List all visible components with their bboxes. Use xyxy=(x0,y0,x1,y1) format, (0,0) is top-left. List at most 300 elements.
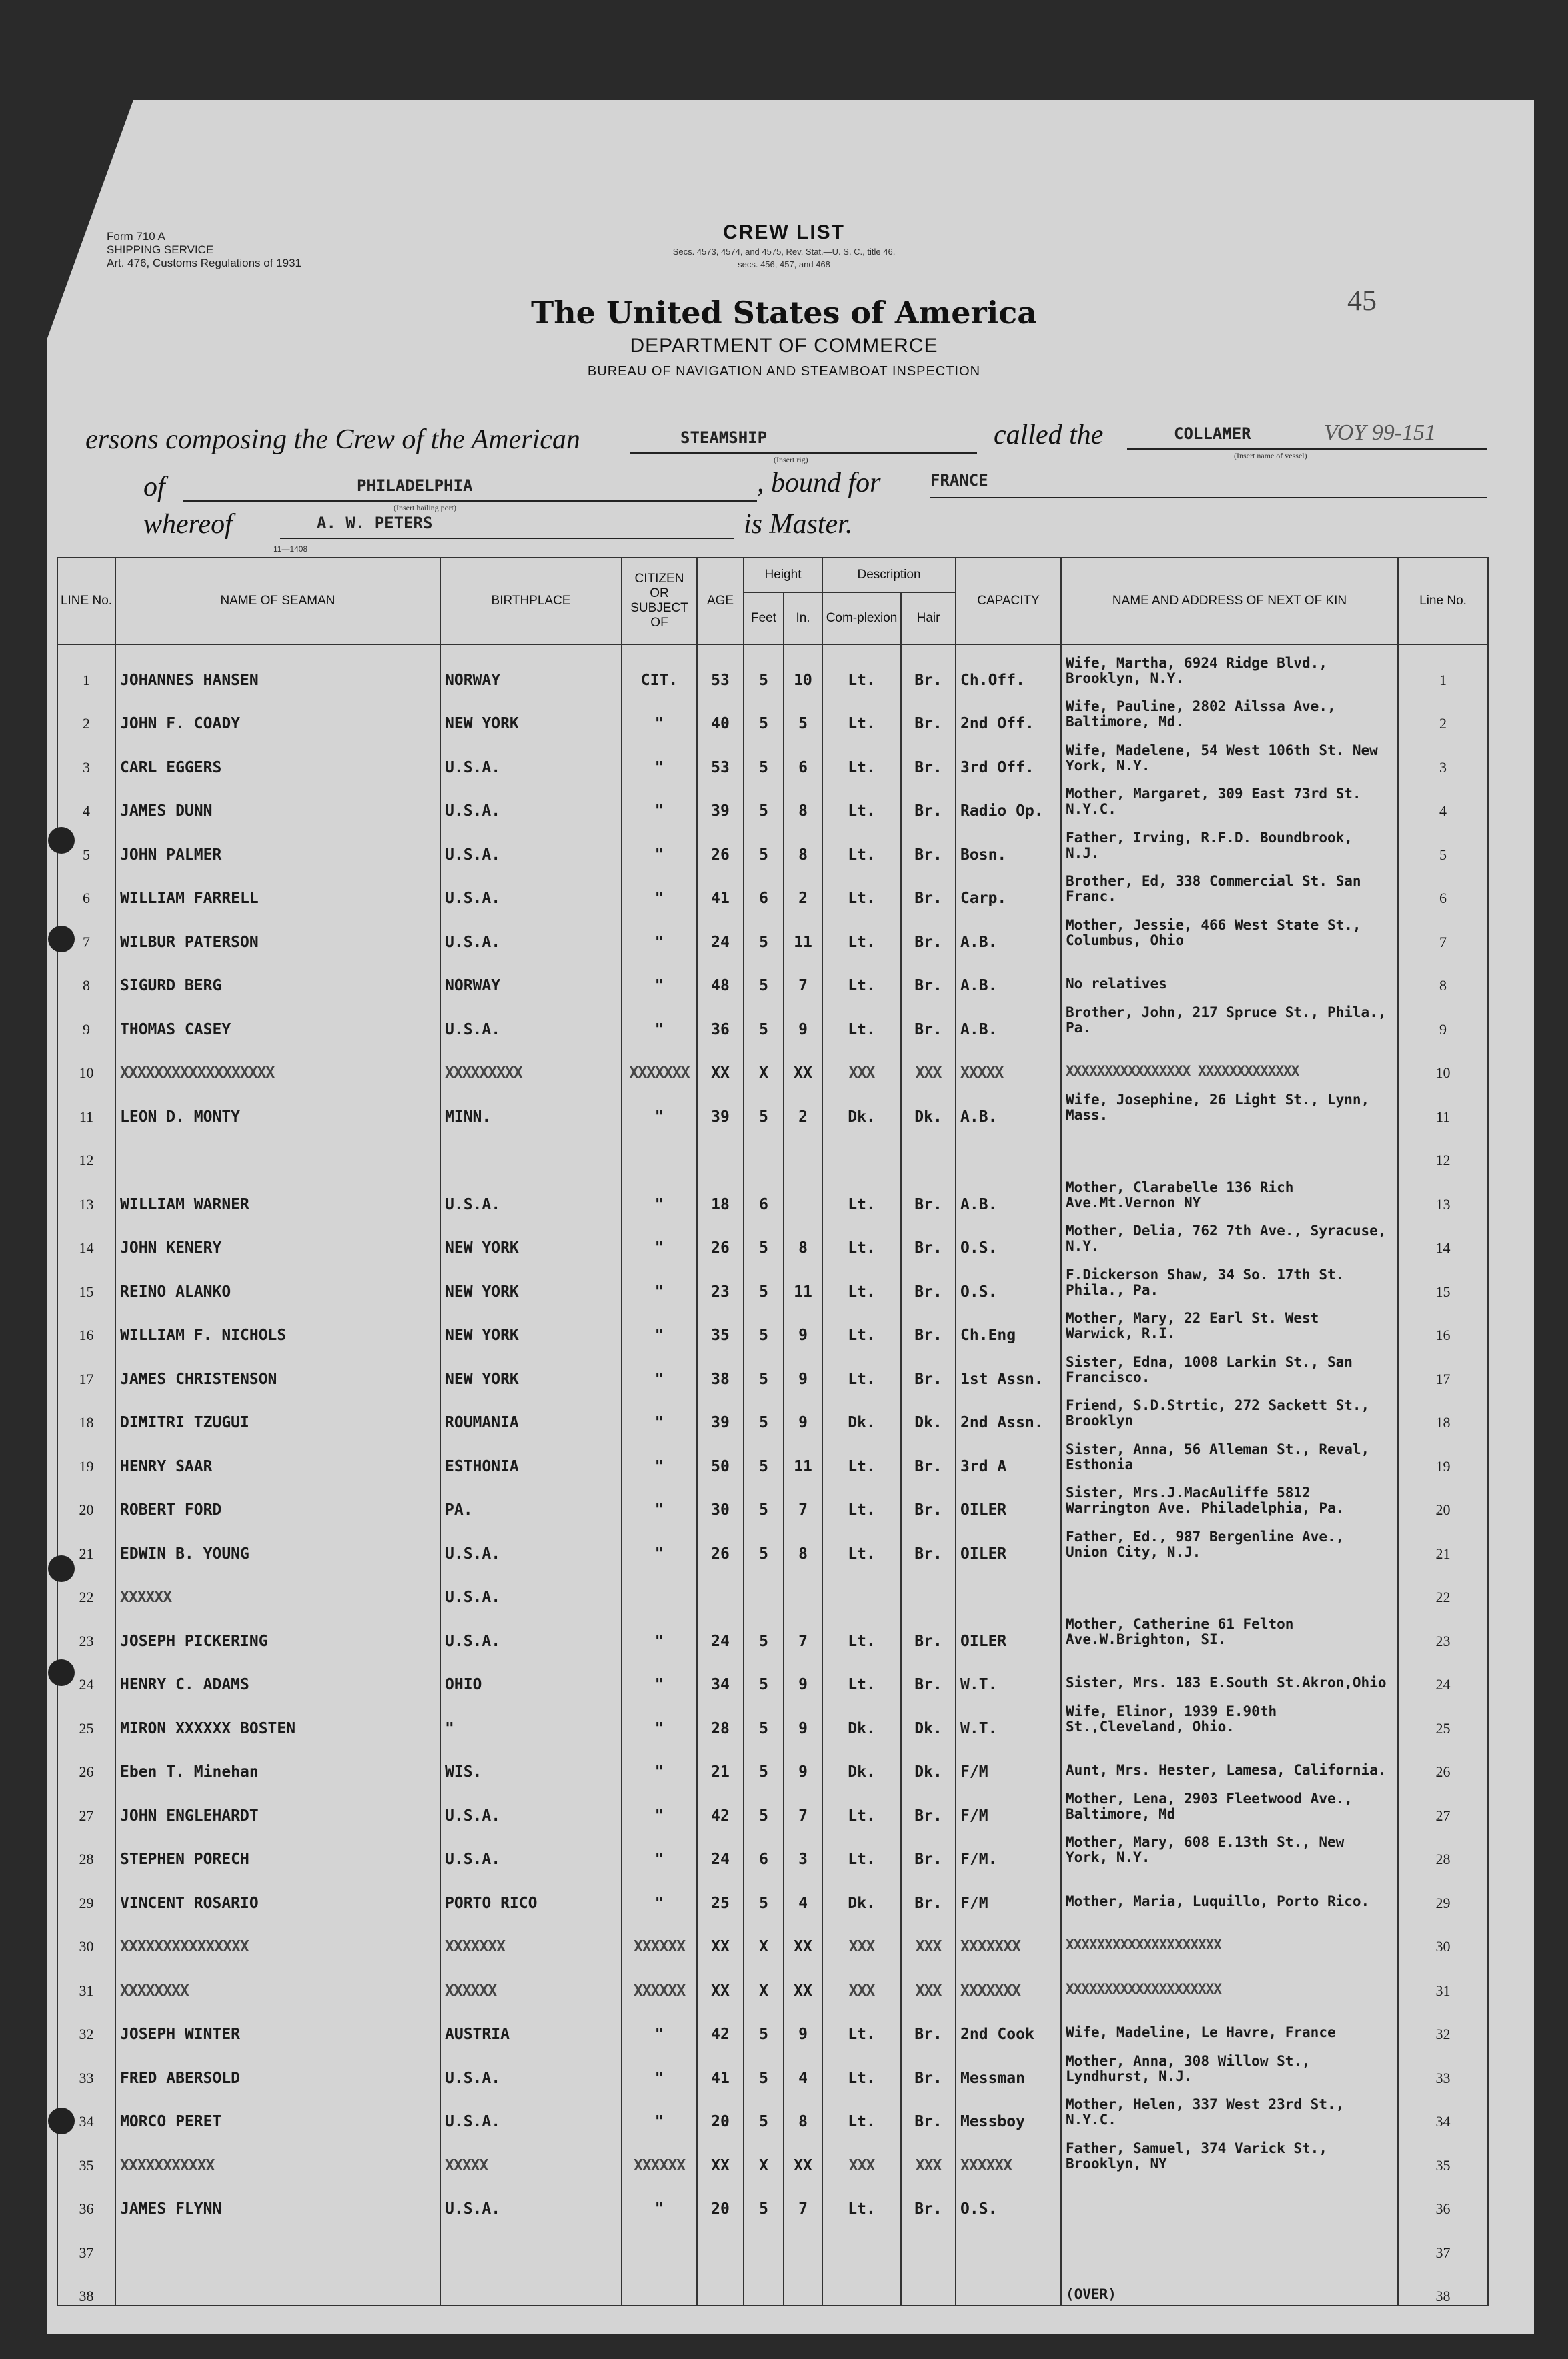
table-row xyxy=(57,2130,1488,2174)
line-number: 15 xyxy=(57,1257,115,1301)
complexion: Lt. xyxy=(822,1650,901,1694)
table-row xyxy=(57,2087,1488,2131)
next-of-kin: Sister, Anna, 56 Alleman St., Reval, Esthonia xyxy=(1061,1431,1398,1475)
rig-value: STEAMSHIP xyxy=(680,428,768,447)
citizenship: XXXXXX xyxy=(622,1912,697,1956)
next-of-kin: Mother, Maria, Luquillo, Porto Rico. xyxy=(1061,1868,1398,1912)
description-header: Description xyxy=(822,558,956,592)
next-of-kin: Wife, Martha, 6924 Ridge Blvd., Brooklyn, N.Y. xyxy=(1061,644,1398,689)
age: XX xyxy=(697,1912,744,1956)
complexion: Lt. xyxy=(822,1475,901,1519)
age: XX xyxy=(697,2130,744,2174)
hair: Br. xyxy=(901,1868,956,1912)
table-row xyxy=(57,776,1488,820)
height-feet: 6 xyxy=(744,1825,784,1869)
complexion: XXX xyxy=(822,1038,901,1082)
height-inches: XX xyxy=(784,1955,822,2000)
height-feet: X xyxy=(744,1912,784,1956)
table-row xyxy=(57,1169,1488,1213)
hair: Br. xyxy=(901,1781,956,1825)
age: 24 xyxy=(697,1606,744,1650)
line-number: 21 xyxy=(57,1519,115,1563)
complexion: Lt. xyxy=(822,689,901,733)
age: 39 xyxy=(697,1082,744,1126)
citizenship: " xyxy=(622,1301,697,1345)
birthplace: NORWAY xyxy=(440,951,622,995)
seaman-name: JOHN PALMER xyxy=(115,820,440,864)
citizenship xyxy=(622,2262,697,2306)
hair: Br. xyxy=(901,907,956,951)
citizenship: " xyxy=(622,1519,697,1563)
birthplace: ROUMANIA xyxy=(440,1388,622,1432)
complexion xyxy=(822,2218,901,2262)
age: 36 xyxy=(697,994,744,1038)
line-number: 11 xyxy=(57,1082,115,1126)
table-row xyxy=(57,2174,1488,2218)
height-inches: 8 xyxy=(784,1519,822,1563)
complexion: Dk. xyxy=(822,1388,901,1432)
line-number: 14 xyxy=(57,1213,115,1257)
table-row xyxy=(57,820,1488,864)
hair: Br. xyxy=(901,2043,956,2087)
height-inches: 10 xyxy=(784,644,822,689)
birthplace: U.S.A. xyxy=(440,1606,622,1650)
table-row xyxy=(57,1693,1488,1737)
vessel-name-hint: (Insert name of vessel) xyxy=(1234,451,1307,460)
height-feet xyxy=(744,1126,784,1170)
height-inches: 8 xyxy=(784,2087,822,2131)
complexion-header: Com-plexion xyxy=(822,592,901,644)
age: 20 xyxy=(697,2174,744,2218)
height-inches: 7 xyxy=(784,1475,822,1519)
height-feet: 5 xyxy=(744,2087,784,2131)
capacity: 2nd Off. xyxy=(956,689,1061,733)
line-number-right: 5 xyxy=(1398,820,1488,864)
bureau-name: BUREAU OF NAVIGATION AND STEAMBOAT INSPECTION xyxy=(587,364,981,379)
age xyxy=(697,2262,744,2306)
birthplace: NEW YORK xyxy=(440,1213,622,1257)
seaman-name: JOHN KENERY xyxy=(115,1213,440,1257)
table-row xyxy=(57,644,1488,689)
height-inches: 11 xyxy=(784,907,822,951)
hair: Dk. xyxy=(901,1082,956,1126)
height-inches xyxy=(784,1126,822,1170)
table-row xyxy=(57,1257,1488,1301)
seaman-name: MORCO PERET xyxy=(115,2087,440,2131)
seaman-name: JAMES CHRISTENSON xyxy=(115,1344,440,1388)
citizenship: " xyxy=(622,689,697,733)
line-number-right: 32 xyxy=(1398,2000,1488,2044)
birthplace xyxy=(440,1126,622,1170)
birthplace: U.S.A. xyxy=(440,2174,622,2218)
citizenship: " xyxy=(622,2000,697,2044)
port-hint: (Insert hailing port) xyxy=(394,503,456,512)
height-inches: 7 xyxy=(784,1606,822,1650)
age: 39 xyxy=(697,1388,744,1432)
table-row xyxy=(57,2043,1488,2087)
age: 40 xyxy=(697,689,744,733)
line-number: 29 xyxy=(57,1868,115,1912)
birthplace: MINN. xyxy=(440,1082,622,1126)
next-of-kin: Sister, Mrs.J.MacAuliffe 5812 Warrington Ave. Philadelphia, Pa. xyxy=(1061,1475,1398,1519)
height-feet: 5 xyxy=(744,1781,784,1825)
table-row xyxy=(57,864,1488,908)
inches-header: In. xyxy=(784,592,822,644)
complexion: Dk. xyxy=(822,1737,901,1781)
line-number: 19 xyxy=(57,1431,115,1475)
height-inches: 9 xyxy=(784,1650,822,1694)
hair: Br. xyxy=(901,1825,956,1869)
seaman-name: JOSEPH PICKERING xyxy=(115,1606,440,1650)
height-feet xyxy=(744,1563,784,1607)
complexion: Lt. xyxy=(822,1825,901,1869)
next-of-kin: Mother, Mary, 22 Earl St. West Warwick, R.I. xyxy=(1061,1301,1398,1345)
page-number: 45 xyxy=(1347,284,1377,317)
age: 24 xyxy=(697,907,744,951)
table-row xyxy=(57,1781,1488,1825)
capacity: XXXXXXX xyxy=(956,1955,1061,2000)
master-underline xyxy=(280,538,734,539)
line-number: 10 xyxy=(57,1038,115,1082)
citizenship: " xyxy=(622,1693,697,1737)
seaman-name: HENRY C. ADAMS xyxy=(115,1650,440,1694)
citizenship: " xyxy=(622,1868,697,1912)
complexion xyxy=(822,1126,901,1170)
complexion: Lt. xyxy=(822,820,901,864)
capacity: Ch.Off. xyxy=(956,644,1061,689)
complexion: Lt. xyxy=(822,1301,901,1345)
seaman-name: WILLIAM WARNER xyxy=(115,1169,440,1213)
hair xyxy=(901,1563,956,1607)
line-number: 4 xyxy=(57,776,115,820)
table-row xyxy=(57,1431,1488,1475)
birthplace: NEW YORK xyxy=(440,689,622,733)
line-number: 30 xyxy=(57,1912,115,1956)
next-of-kin: Aunt, Mrs. Hester, Lamesa, California. xyxy=(1061,1737,1398,1781)
line-number-right: 15 xyxy=(1398,1257,1488,1301)
line-number-right: 13 xyxy=(1398,1169,1488,1213)
seaman-name: XXXXXX xyxy=(115,1563,440,1607)
citizenship: " xyxy=(622,776,697,820)
next-of-kin: (OVER) xyxy=(1061,2262,1398,2306)
seaman-name xyxy=(115,2262,440,2306)
seaman-name: MIRON XXXXXX BOSTEN xyxy=(115,1693,440,1737)
hair: Dk. xyxy=(901,1388,956,1432)
height-inches: 5 xyxy=(784,689,822,733)
line-no-right-header: Line No. xyxy=(1398,558,1488,644)
next-of-kin: Mother, Delia, 762 7th Ave., Syracuse, N.Y. xyxy=(1061,1213,1398,1257)
age: 41 xyxy=(697,864,744,908)
complexion: Lt. xyxy=(822,732,901,776)
master-name: A. W. PETERS xyxy=(317,514,433,532)
hair: Br. xyxy=(901,2087,956,2131)
birthplace: XXXXXX xyxy=(440,1955,622,2000)
birthplace: U.S.A. xyxy=(440,776,622,820)
hair: XXX xyxy=(901,1955,956,2000)
complexion: Lt. xyxy=(822,1169,901,1213)
line-number-right: 10 xyxy=(1398,1038,1488,1082)
citizenship: " xyxy=(622,2174,697,2218)
line-number: 34 xyxy=(57,2087,115,2131)
age: 35 xyxy=(697,1301,744,1345)
line-number: 31 xyxy=(57,1955,115,2000)
line-number: 22 xyxy=(57,1563,115,1607)
height-feet: 5 xyxy=(744,1693,784,1737)
next-of-kin: Mother, Clarabelle 136 Rich Ave.Mt.Vernon NY xyxy=(1061,1169,1398,1213)
next-of-kin: Father, Samuel, 374 Varick St., Brooklyn, NY xyxy=(1061,2130,1398,2174)
line-number: 38 xyxy=(57,2262,115,2306)
hair xyxy=(901,2262,956,2306)
line-number-right: 21 xyxy=(1398,1519,1488,1563)
hair: Br. xyxy=(901,2174,956,2218)
table-row xyxy=(57,1825,1488,1869)
birthplace xyxy=(440,2262,622,2306)
age: 28 xyxy=(697,1693,744,1737)
age: 26 xyxy=(697,820,744,864)
table-row xyxy=(57,1082,1488,1126)
hair: Br. xyxy=(901,820,956,864)
citizenship: " xyxy=(622,951,697,995)
complexion: Lt. xyxy=(822,1519,901,1563)
age: 20 xyxy=(697,2087,744,2131)
hair: Dk. xyxy=(901,1693,956,1737)
line-number-right: 1 xyxy=(1398,644,1488,689)
line-number-right: 19 xyxy=(1398,1431,1488,1475)
height-inches: 9 xyxy=(784,1737,822,1781)
capacity: F/M xyxy=(956,1781,1061,1825)
age xyxy=(697,1126,744,1170)
name-header: NAME OF SEAMAN xyxy=(115,558,440,644)
height-inches: XX xyxy=(784,1038,822,1082)
birthplace xyxy=(440,2218,622,2262)
next-of-kin: Wife, Elinor, 1939 E.90th St.,Cleveland, Ohio. xyxy=(1061,1693,1398,1737)
height-feet xyxy=(744,2262,784,2306)
table-row xyxy=(57,2218,1488,2262)
line-number: 35 xyxy=(57,2130,115,2174)
citizen-header: CITIZEN OR SUBJECT OF xyxy=(622,558,697,644)
height-feet: X xyxy=(744,1955,784,2000)
complexion: Lt. xyxy=(822,864,901,908)
birthplace: U.S.A. xyxy=(440,864,622,908)
age: 26 xyxy=(697,1213,744,1257)
height-inches: 7 xyxy=(784,951,822,995)
age xyxy=(697,1563,744,1607)
next-of-kin: Mother, Mary, 608 E.13th St., New York, N.Y. xyxy=(1061,1825,1398,1869)
seaman-name: WILLIAM F. NICHOLS xyxy=(115,1301,440,1345)
line-number: 36 xyxy=(57,2174,115,2218)
height-inches: 3 xyxy=(784,1825,822,1869)
table-row xyxy=(57,1955,1488,2000)
height-inches: XX xyxy=(784,2130,822,2174)
line-number: 20 xyxy=(57,1475,115,1519)
table-row xyxy=(57,1912,1488,1956)
birthplace: U.S.A. xyxy=(440,1781,622,1825)
complexion: Lt. xyxy=(822,776,901,820)
hair: Br. xyxy=(901,994,956,1038)
binder-hole xyxy=(48,827,75,854)
hair: Br. xyxy=(901,1650,956,1694)
table-row xyxy=(57,1388,1488,1432)
bound-for-label: , bound for xyxy=(757,468,881,498)
table-row xyxy=(57,1126,1488,1170)
line-number: 28 xyxy=(57,1825,115,1869)
next-of-kin: Brother, Ed, 338 Commercial St. San Franc. xyxy=(1061,864,1398,908)
hair: XXX xyxy=(901,1038,956,1082)
line-number: 32 xyxy=(57,2000,115,2044)
birthplace: OHIO xyxy=(440,1650,622,1694)
complexion: XXX xyxy=(822,1912,901,1956)
capacity: Messboy xyxy=(956,2087,1061,2131)
citizenship: " xyxy=(622,2087,697,2131)
next-of-kin: XXXXXXXXXXXXXXXXXXXX xyxy=(1061,1912,1398,1956)
height-feet: 5 xyxy=(744,2000,784,2044)
citizenship: " xyxy=(622,1388,697,1432)
next-of-kin: Friend, S.D.Strtic, 272 Sackett St., Brooklyn xyxy=(1061,1388,1398,1432)
seaman-name: WILBUR PATERSON xyxy=(115,907,440,951)
next-of-kin: Brother, John, 217 Spruce St., Phila., Pa. xyxy=(1061,994,1398,1038)
citizenship: " xyxy=(622,1169,697,1213)
seaman-name: JOSEPH WINTER xyxy=(115,2000,440,2044)
destination-underline xyxy=(930,497,1487,498)
birthplace: NORWAY xyxy=(440,644,622,689)
hair: Br. xyxy=(901,1606,956,1650)
table-row xyxy=(57,1650,1488,1694)
age: 42 xyxy=(697,2000,744,2044)
complexion: Lt. xyxy=(822,994,901,1038)
seaman-name: EDWIN B. YOUNG xyxy=(115,1519,440,1563)
birthplace: U.S.A. xyxy=(440,1519,622,1563)
capacity: 3rd A xyxy=(956,1431,1061,1475)
seaman-name xyxy=(115,2218,440,2262)
of-label: of xyxy=(143,472,165,502)
height-feet: 5 xyxy=(744,1082,784,1126)
seaman-name: JOHANNES HANSEN xyxy=(115,644,440,689)
line-number: 1 xyxy=(57,644,115,689)
port-underline xyxy=(183,500,757,502)
line-number: 2 xyxy=(57,689,115,733)
height-feet: 5 xyxy=(744,732,784,776)
capacity: OILER xyxy=(956,1606,1061,1650)
line-number-right: 25 xyxy=(1398,1693,1488,1737)
age: 39 xyxy=(697,776,744,820)
birthplace: PORTO RICO xyxy=(440,1868,622,1912)
line-number: 12 xyxy=(57,1126,115,1170)
birthplace: PA. xyxy=(440,1475,622,1519)
complexion xyxy=(822,2262,901,2306)
height-feet: 5 xyxy=(744,1519,784,1563)
next-of-kin: Mother, Jessie, 466 West State St., Columbus, Ohio xyxy=(1061,907,1398,951)
seaman-name: REINO ALANKO xyxy=(115,1257,440,1301)
capacity: F/M. xyxy=(956,1825,1061,1869)
voyage-note: VOY 99-151 xyxy=(1324,420,1437,445)
height-feet: 5 xyxy=(744,689,784,733)
table-row xyxy=(57,732,1488,776)
age: 26 xyxy=(697,1519,744,1563)
seaman-name xyxy=(115,1126,440,1170)
capacity: XXXXXXX xyxy=(956,1912,1061,1956)
next-of-kin xyxy=(1061,1126,1398,1170)
next-of-kin: Wife, Madelene, 54 West 106th St. New York, N.Y. xyxy=(1061,732,1398,776)
next-of-kin xyxy=(1061,2174,1398,2218)
next-of-kin: Wife, Madeline, Le Havre, France xyxy=(1061,2000,1398,2044)
line-number-right: 33 xyxy=(1398,2043,1488,2087)
intro-label: ersons composing the Crew of the American xyxy=(85,424,580,455)
line-number-right: 12 xyxy=(1398,1126,1488,1170)
line-number-right: 4 xyxy=(1398,776,1488,820)
home-port: PHILADELPHIA xyxy=(357,476,473,495)
table-row xyxy=(57,1606,1488,1650)
feet-header: Feet xyxy=(744,592,784,644)
birthplace: " xyxy=(440,1693,622,1737)
next-of-kin: Mother, Helen, 337 West 23rd St., N.Y.C. xyxy=(1061,2087,1398,2131)
hair-header: Hair xyxy=(901,592,956,644)
binder-hole xyxy=(48,1659,75,1686)
seaman-name: FRED ABERSOLD xyxy=(115,2043,440,2087)
height-feet: X xyxy=(744,2130,784,2174)
capacity: Messman xyxy=(956,2043,1061,2087)
height-feet: 5 xyxy=(744,1650,784,1694)
hair: Br. xyxy=(901,864,956,908)
seaman-name: JAMES DUNN xyxy=(115,776,440,820)
citizenship: " xyxy=(622,1781,697,1825)
capacity: F/M xyxy=(956,1868,1061,1912)
line-no-header: LINE No. xyxy=(57,558,115,644)
height-inches: 8 xyxy=(784,776,822,820)
height-header: Height xyxy=(744,558,822,592)
height-inches xyxy=(784,2262,822,2306)
age: XX xyxy=(697,1038,744,1082)
form-identifier: Form 710 A SHIPPING SERVICE Art. 476, Customs Regulations of 1931 xyxy=(107,230,301,269)
crew-list-heading xyxy=(0,221,1568,269)
crew-table xyxy=(57,557,1489,2306)
next-of-kin: F.Dickerson Shaw, 34 So. 17th St. Phila., Pa. xyxy=(1061,1257,1398,1301)
seaman-name: SIGURD BERG xyxy=(115,951,440,995)
line-number-right: 18 xyxy=(1398,1388,1488,1432)
height-feet: 5 xyxy=(744,1257,784,1301)
next-of-kin: Sister, Edna, 1008 Larkin St., San Francisco. xyxy=(1061,1344,1398,1388)
citizenship: " xyxy=(622,1737,697,1781)
line-number-right: 11 xyxy=(1398,1082,1488,1126)
height-feet: 5 xyxy=(744,2174,784,2218)
height-inches: 8 xyxy=(784,1213,822,1257)
birthplace: U.S.A. xyxy=(440,1169,622,1213)
citizenship: " xyxy=(622,1650,697,1694)
height-feet: 5 xyxy=(744,776,784,820)
seaman-name: CARL EGGERS xyxy=(115,732,440,776)
height-feet: 5 xyxy=(744,907,784,951)
birthplace: XXXXX xyxy=(440,2130,622,2174)
age: 23 xyxy=(697,1257,744,1301)
hair: Br. xyxy=(901,2000,956,2044)
line-number-right: 28 xyxy=(1398,1825,1488,1869)
complexion: Lt. xyxy=(822,1781,901,1825)
citizenship: XXXXXXX xyxy=(622,1038,697,1082)
height-inches xyxy=(784,1169,822,1213)
height-inches: 7 xyxy=(784,2174,822,2218)
height-inches: 6 xyxy=(784,732,822,776)
seaman-name: WILLIAM FARRELL xyxy=(115,864,440,908)
line-number-right: 31 xyxy=(1398,1955,1488,2000)
citizenship: " xyxy=(622,1213,697,1257)
hair xyxy=(901,1126,956,1170)
hair: Br. xyxy=(901,1213,956,1257)
next-of-kin: Mother, Lena, 2903 Fleetwood Ave., Baltimore, Md xyxy=(1061,1781,1398,1825)
line-number: 16 xyxy=(57,1301,115,1345)
complexion: Dk. xyxy=(822,1082,901,1126)
height-inches: 7 xyxy=(784,1781,822,1825)
hair: XXX xyxy=(901,2130,956,2174)
line-number-right: 17 xyxy=(1398,1344,1488,1388)
